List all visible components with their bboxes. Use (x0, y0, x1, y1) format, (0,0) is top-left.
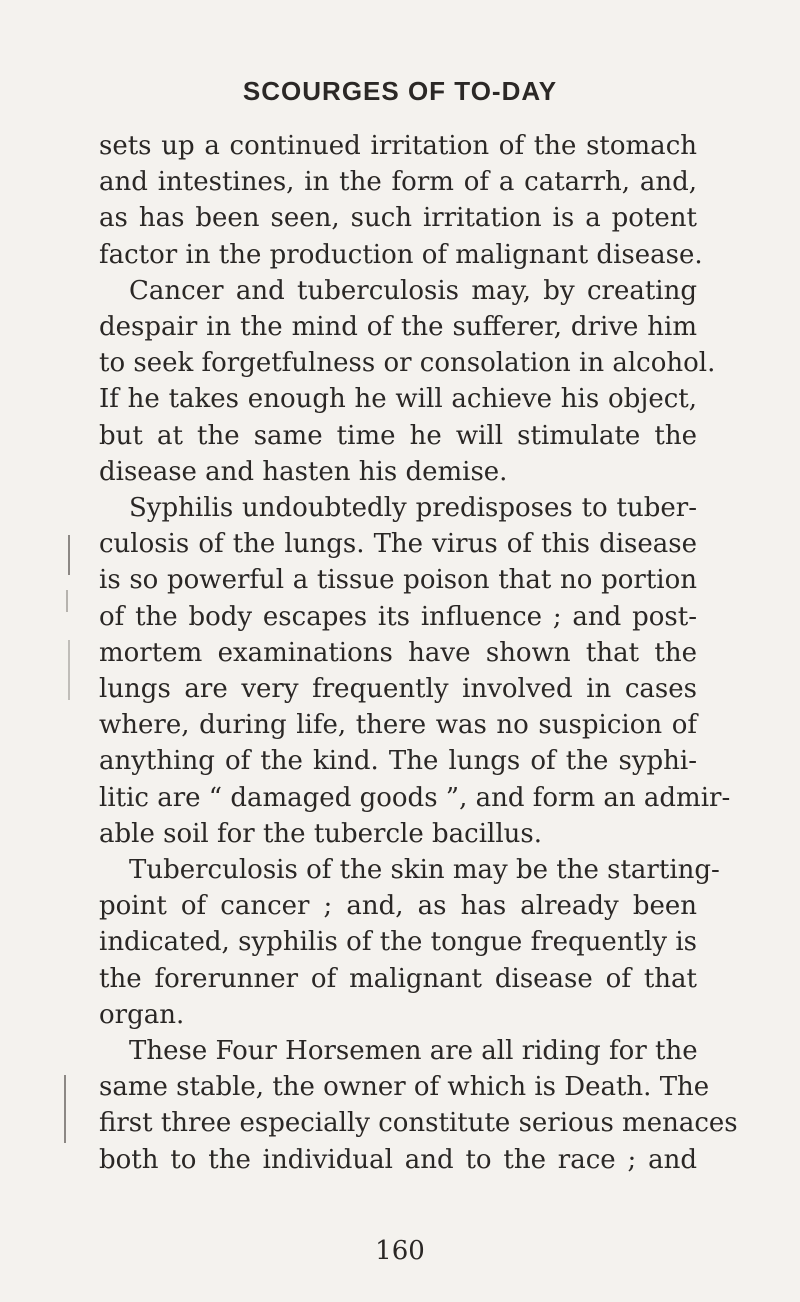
text-line: anything of the kind. The lungs of the syphi- (99, 746, 697, 777)
running-head: SCOURGES OF TO-DAY (242, 76, 558, 106)
margin-mark (66, 590, 68, 612)
text-line: disease and hasten his demise. (99, 456, 508, 487)
text-line: organ. (99, 999, 185, 1030)
margin-mark (68, 640, 70, 700)
text-line: lungs are very frequently involved in cases (99, 674, 697, 704)
text-line: If he takes enough he will achieve his object, (99, 384, 697, 415)
text-line: where, during life, there was no suspicion of (99, 710, 697, 741)
text-line: as has been seen, such irritation is a potent (99, 203, 697, 234)
text-line: Cancer and tuberculosis may, by creating (129, 275, 697, 306)
text-line: but at the same time he will stimulate the (99, 420, 697, 451)
text-line: first three especially constitute serious menaces (99, 1108, 738, 1139)
text-line: indicated, syphilis of the tongue frequently is (99, 927, 697, 958)
text-line: sets up a continued irritation of the stomach (99, 131, 697, 161)
text-line: both to the individual and to the race ; and (99, 1144, 697, 1175)
text-line: mortem examinations have shown that the (99, 637, 697, 668)
text-line: is so powerful a tissue poison that no portion (99, 565, 697, 596)
text-line: same stable, the owner of which is Death. The (99, 1072, 710, 1103)
text-line: Tuberculosis of the skin may be the starting- (129, 855, 720, 885)
text-line: factor in the production of malignant disease. (99, 239, 703, 270)
page-number: 160 (375, 1236, 425, 1266)
margin-mark (68, 535, 70, 575)
text-line: litic are “ damaged goods ”, and form an admir- (99, 782, 731, 813)
text-line: to seek forgetfulness or consolation in alcohol. (99, 348, 716, 379)
text-line: the forerunner of malignant disease of that (99, 963, 697, 994)
text-line: point of cancer ; and, as has already been (99, 891, 697, 922)
text-line: culosis of the lungs. The virus of this disease (99, 529, 697, 560)
text-line: of the body escapes its influence ; and post- (99, 601, 697, 632)
text-line: and intestines, in the form of a catarrh, and, (99, 167, 697, 198)
text-line: despair in the mind of the sufferer, drive him (99, 312, 697, 342)
text-line: able soil for the tubercle bacillus. (99, 818, 543, 849)
margin-mark (64, 1075, 66, 1143)
text-line: These Four Horsemen are all riding for the (129, 1036, 698, 1066)
text-line: Syphilis undoubtedly predisposes to tuber- (129, 493, 697, 523)
